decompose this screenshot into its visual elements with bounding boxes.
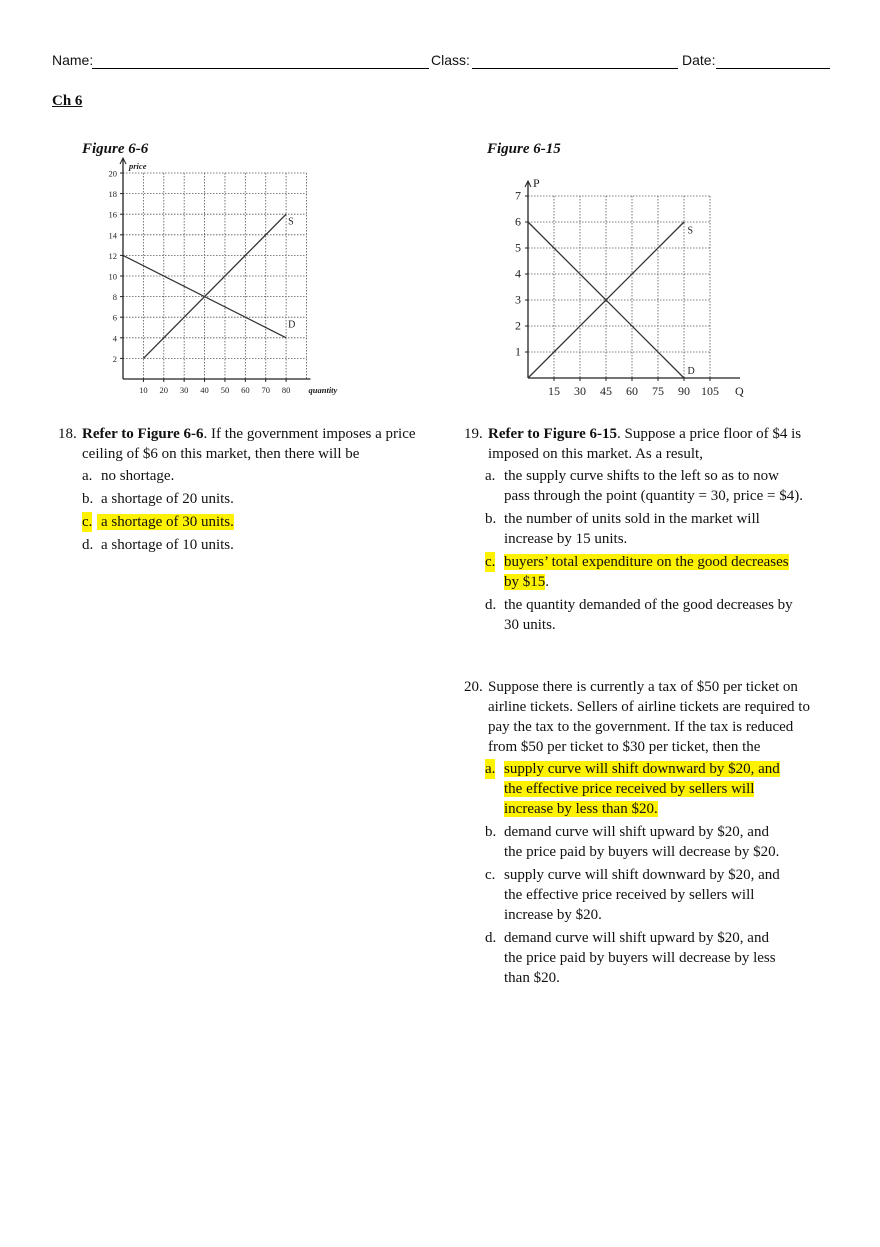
question-19	[464, 424, 804, 638]
option-text: the supply curve shifts to the left so as to now pass through the point (quantity = 30, price = $4).	[504, 468, 803, 504]
y-tick-label: 4	[515, 266, 521, 281]
question-number: 19.	[464, 426, 483, 442]
option-text: supply curve will shift downward by $20, and the effective price received by sellers will increase by $20.	[504, 867, 780, 923]
supply-curve-label: S	[687, 225, 694, 237]
date-label: Date:	[682, 52, 716, 68]
x-tick-label: 50	[220, 385, 230, 395]
x-tick-label: 10	[139, 385, 148, 395]
y-tick-label: 2	[515, 318, 521, 333]
y-tick-label: 5	[515, 240, 521, 255]
question-number: 20.	[464, 679, 483, 695]
answer-option-d[interactable]	[485, 928, 785, 988]
y-tick-label: 1	[515, 344, 521, 359]
x-tick-label: 70	[261, 385, 270, 395]
option-letter: d.	[485, 930, 497, 946]
question-text: . Suppose a price floor of $4 is imposed on this market. As a result,	[488, 426, 802, 462]
supply-curve	[143, 214, 286, 358]
supply-curve-label: S	[288, 216, 294, 228]
demand-curve-label: D	[687, 366, 695, 378]
option-letter: c.	[485, 554, 496, 570]
answer-option-d[interactable]	[485, 595, 804, 635]
option-text-highlighted: buyers’ total expenditure on the good decreases by $15	[504, 554, 789, 590]
y-axis-label: P	[533, 176, 540, 190]
y-tick-label: 3	[515, 292, 521, 307]
answer-option-b[interactable]	[82, 489, 423, 509]
question-text: . If the government imposes a price ceiling of $6 on this market, then there will be	[82, 426, 416, 462]
x-tick-label: 105	[701, 384, 719, 398]
question-number: 18.	[58, 426, 77, 442]
option-letter: d.	[82, 537, 94, 553]
option-letter: c.	[485, 867, 496, 883]
date-blank-line	[716, 68, 830, 69]
x-tick-label: 30	[574, 384, 586, 398]
y-axis-label: price	[129, 161, 147, 171]
option-letter: a.	[485, 468, 496, 484]
question-18	[58, 424, 423, 558]
answer-option-b[interactable]	[485, 509, 804, 549]
name-blank-line	[92, 68, 429, 69]
answer-option-a[interactable]	[82, 466, 423, 486]
x-axis-label: quantity	[308, 385, 338, 395]
x-tick-label: 15	[548, 384, 560, 398]
answer-option-a-correct[interactable]	[485, 759, 785, 819]
figure-title: Figure 6-6	[82, 141, 149, 157]
x-tick-label: 60	[241, 385, 250, 395]
x-tick-label: 60	[626, 384, 638, 398]
y-tick-label: 2	[112, 353, 117, 364]
demand-curve-label: D	[288, 319, 296, 331]
answer-option-c[interactable]	[485, 865, 785, 925]
y-tick-label: 8	[112, 292, 117, 303]
x-tick-label: 30	[179, 385, 189, 395]
y-tick-label: 6	[112, 312, 117, 323]
option-letter: d.	[485, 597, 497, 613]
name-label: Name:	[52, 52, 94, 68]
answer-option-c-correct[interactable]	[485, 552, 804, 592]
option-text: demand curve will shift upward by $20, and the price paid by buyers will decrease by less than $20.	[504, 930, 776, 986]
option-letter: b.	[485, 511, 497, 527]
y-tick-label: 12	[108, 250, 117, 261]
chapter-title: Ch 6	[52, 93, 83, 109]
option-text: a shortage of 20 units.	[101, 491, 234, 507]
option-letter: b.	[82, 491, 94, 507]
x-tick-label: 80	[281, 385, 291, 395]
class-label: Class:	[431, 52, 470, 68]
y-tick-label: 6	[515, 214, 521, 229]
y-tick-label: 14	[108, 230, 117, 241]
class-blank-line	[472, 68, 678, 69]
option-letter: c.	[82, 514, 93, 530]
question-stem	[58, 424, 423, 464]
question-text: Suppose there is currently a tax of $50 per ticket on airline tickets. Sellers of airline tickets are required to pay the tax to the government. If the tax is reduced from $50 per ticket to $30 per ticket, then the	[488, 679, 810, 755]
x-tick-label: 20	[159, 385, 169, 395]
y-tick-label: 4	[112, 333, 117, 344]
option-text-suffix: .	[545, 574, 549, 590]
figure-title: Figure 6-15	[487, 141, 561, 157]
y-tick-label: 20	[108, 168, 117, 179]
option-text-highlighted: supply curve will shift downward by $20, and the effective price received by sellers will increase by less than $20.	[504, 761, 780, 817]
option-letter: b.	[485, 824, 497, 840]
x-tick-label: 75	[652, 384, 664, 398]
x-axis-label: Q	[735, 384, 744, 398]
option-letter: a.	[485, 761, 496, 777]
option-text: no shortage.	[101, 468, 175, 484]
x-tick-label: 45	[600, 384, 612, 398]
question-20	[464, 677, 826, 991]
question-stem	[464, 677, 826, 757]
answer-option-d[interactable]	[82, 535, 423, 555]
question-reference: Refer to Figure 6-6	[82, 426, 204, 442]
y-tick-label: 7	[515, 188, 521, 203]
y-tick-label: 16	[108, 209, 117, 220]
question-stem	[464, 424, 804, 464]
answer-option-a[interactable]	[485, 466, 804, 506]
figure-6-15-chart	[500, 157, 760, 402]
option-text: the number of units sold in the market will increase by 15 units.	[504, 511, 760, 547]
option-text: the quantity demanded of the good decreases by 30 units.	[504, 597, 793, 633]
x-tick-label: 90	[678, 384, 690, 398]
question-reference: Refer to Figure 6-15	[488, 426, 617, 442]
x-tick-label: 40	[200, 385, 209, 395]
worksheet-header	[52, 52, 830, 72]
figure-6-6-chart	[95, 157, 355, 402]
option-text-highlighted: a shortage of 30 units.	[97, 514, 234, 530]
option-text: a shortage of 10 units.	[101, 537, 234, 553]
option-letter: a.	[82, 468, 93, 484]
answer-option-c-correct[interactable]	[82, 512, 423, 532]
option-text: demand curve will shift upward by $20, and the price paid by buyers will decrease by $20.	[504, 824, 780, 860]
y-tick-label: 18	[108, 189, 117, 200]
y-tick-label: 10	[108, 271, 117, 282]
answer-option-b[interactable]	[485, 822, 785, 862]
